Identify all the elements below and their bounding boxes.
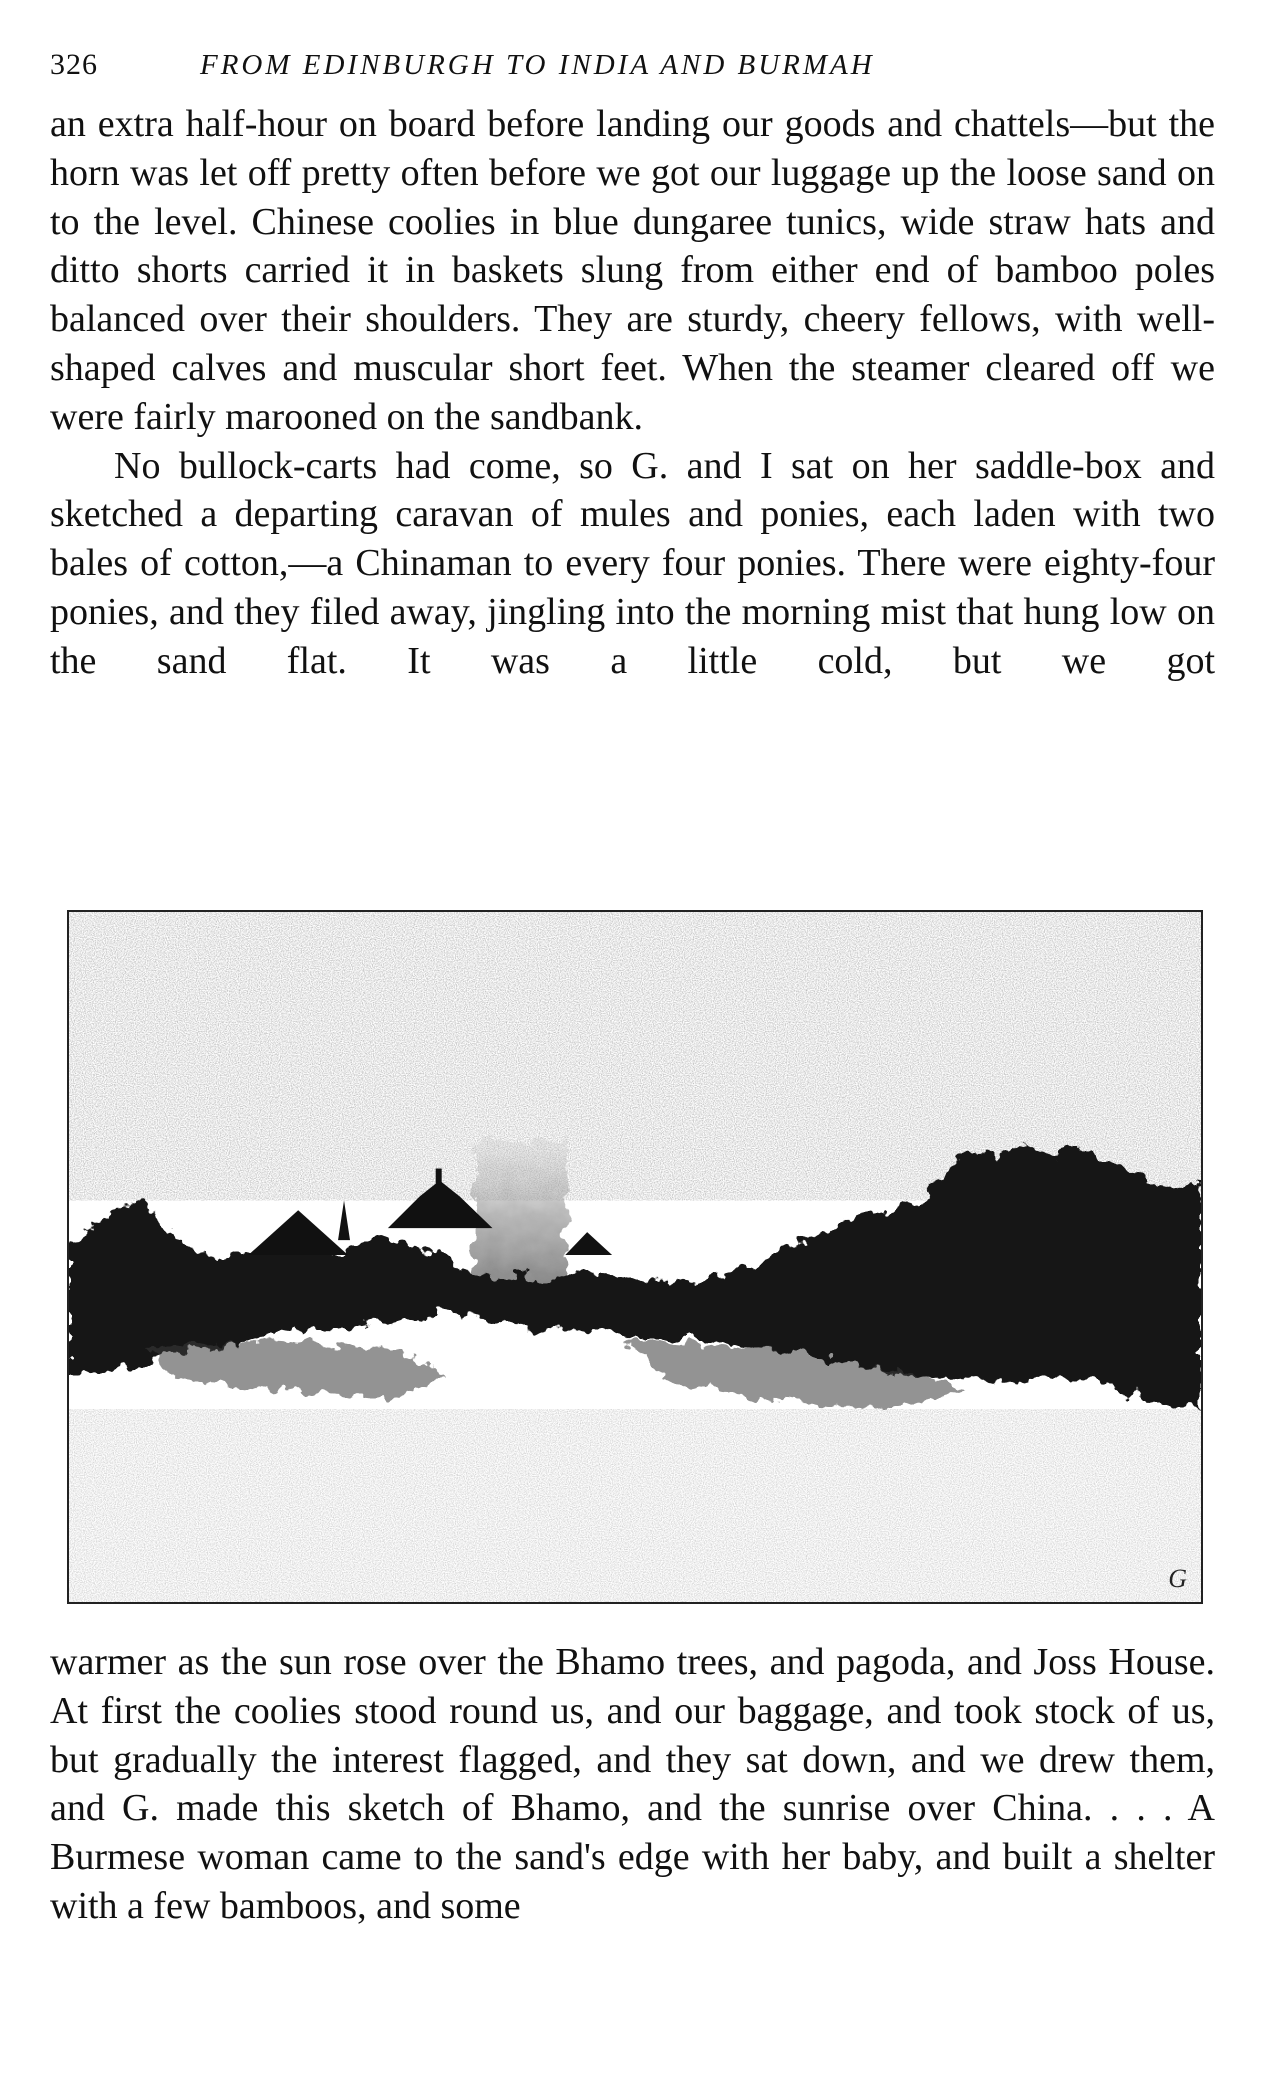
page-number: 326 <box>50 48 98 81</box>
paragraph-3: warmer as the sun rose over the Bhamo trees, and pagoda, and Joss House. At first the coolies stood round us, and our baggage, and took stock of us, but gradually the interest flagged, and they sat down, and we drew them, and G. made this sketch of Bhamo, and the sunrise over China. . . . A Burmese woman came to the sand's edge with her baby, and built a shelter with a few bamboos, and some <box>50 1641 1215 1927</box>
book-page <box>50 48 1215 1927</box>
artist-signature: G <box>1168 1564 1187 1593</box>
running-title: FROM EDINBURGH TO INDIA AND BURMAH <box>200 49 875 81</box>
bhamo-sunrise-sketch <box>69 912 1201 1602</box>
paragraph-2: No bullock-carts had come, so G. and I sat on her saddle-box and sketched a departing caravan of mules and ponies, each laden with two bales of cotton,—a Chinaman to every four ponies. There were eighty-four ponies, and they filed away, jingling into the morning mist that hung low on the sand flat. It was a little cold, but we got <box>50 444 1215 682</box>
lower-text <box>50 1638 1215 1931</box>
paragraph-1: an extra half-hour on board before landing our goods and chattels—but the horn was let off pretty often before we got our luggage up the loose sand on to the level. Chinese coolies in blue dungaree tunics, wide straw hats and ditto shorts carried it in baskets slung from either end of bamboo poles balanced over their shoulders. They are sturdy, cheery fellows, with well-shaped calves and muscular short feet. When the steamer cleared off we were fairly marooned on the sandbank. <box>50 103 1215 438</box>
running-header <box>50 48 1215 100</box>
sketch-illustration <box>67 910 1203 1604</box>
